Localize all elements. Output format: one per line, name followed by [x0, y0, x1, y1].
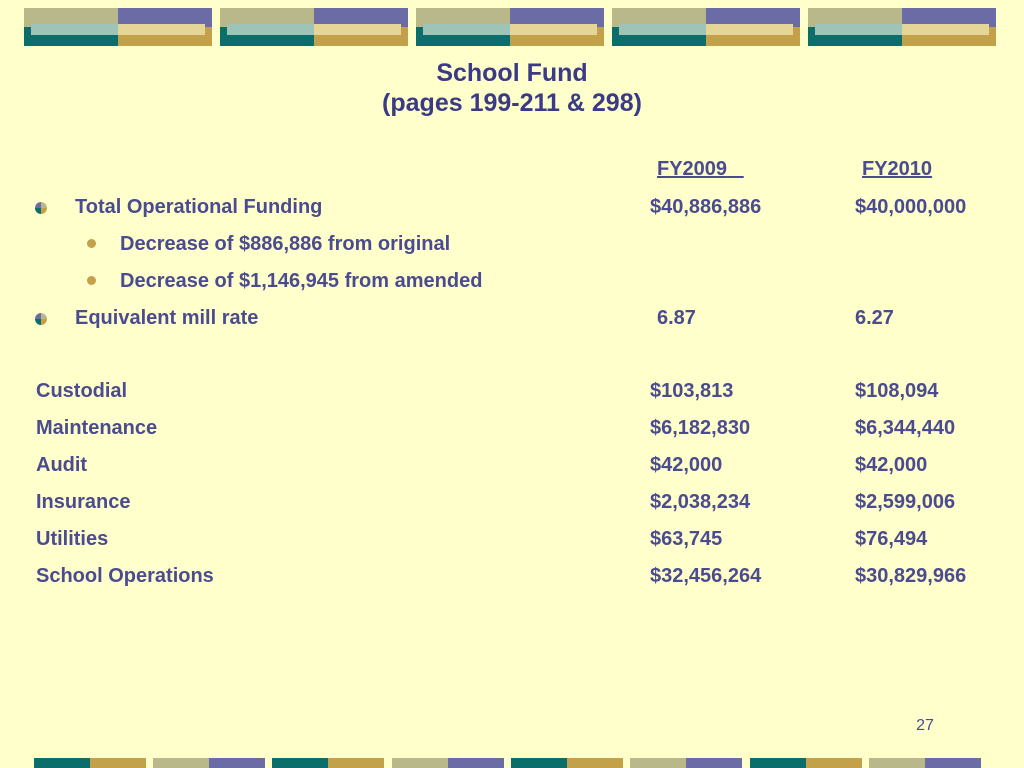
band-block — [612, 8, 800, 46]
column-header-fy2010: FY2010 — [862, 158, 933, 180]
expense-fy2009-school-operations: $32,456,264 — [650, 565, 762, 587]
mill-rate-label: Equivalent mill rate — [75, 307, 259, 329]
bullet-icon — [35, 313, 47, 325]
title-line-2: (pages 199-211 & 298) — [382, 89, 642, 117]
expense-label-audit: Audit — [36, 454, 88, 476]
expense-fy2009-insurance: $2,038,234 — [650, 491, 751, 513]
column-header-fy2009: FY2009 — [657, 158, 728, 180]
page-number: 27 — [916, 717, 934, 734]
sub-item-original: Decrease of $886,886 from original — [120, 233, 451, 255]
bullet-icon — [35, 202, 47, 214]
expense-label-school-operations: School Operations — [36, 565, 214, 587]
sub-item-amended: Decrease of $1,146,945 from amended — [120, 270, 483, 292]
expense-fy2010-maintenance: $6,344,440 — [855, 417, 956, 439]
expense-label-maintenance: Maintenance — [36, 417, 158, 439]
band-block — [416, 8, 604, 46]
expense-label-utilities: Utilities — [36, 528, 109, 550]
total-funding-label: Total Operational Funding — [75, 196, 323, 218]
expense-label-insurance: Insurance — [36, 491, 131, 513]
expense-fy2009-utilities: $63,745 — [650, 528, 723, 550]
total-funding-fy2010: $40,000,000 — [855, 196, 967, 218]
expense-fy2010-audit: $42,000 — [855, 454, 928, 476]
top-decorative-band — [0, 0, 1024, 50]
expense-fy2009-custodial: $103,813 — [650, 380, 734, 402]
expense-fy2010-utilities: $76,494 — [855, 528, 928, 550]
mill-rate-fy2010: 6.27 — [855, 307, 894, 329]
mill-rate-fy2009: 6.87 — [657, 307, 696, 329]
expense-fy2010-insurance: $2,599,006 — [855, 491, 956, 513]
expense-fy2009-maintenance: $6,182,830 — [650, 417, 751, 439]
bottom-decorative-band — [0, 758, 1024, 768]
title-line-1: School Fund — [436, 59, 588, 87]
expense-fy2010-custodial: $108,094 — [855, 380, 939, 402]
sub-bullet-icon — [87, 239, 96, 248]
expense-label-custodial: Custodial — [36, 380, 128, 402]
band-block — [220, 8, 408, 46]
band-block — [24, 8, 212, 46]
slide-title — [0, 58, 1024, 118]
band-block — [808, 8, 996, 46]
expense-fy2010-school-operations: $30,829,966 — [855, 565, 967, 587]
sub-bullet-icon — [87, 276, 96, 285]
expense-fy2009-audit: $42,000 — [650, 454, 723, 476]
total-funding-fy2009: $40,886,886 — [650, 196, 762, 218]
